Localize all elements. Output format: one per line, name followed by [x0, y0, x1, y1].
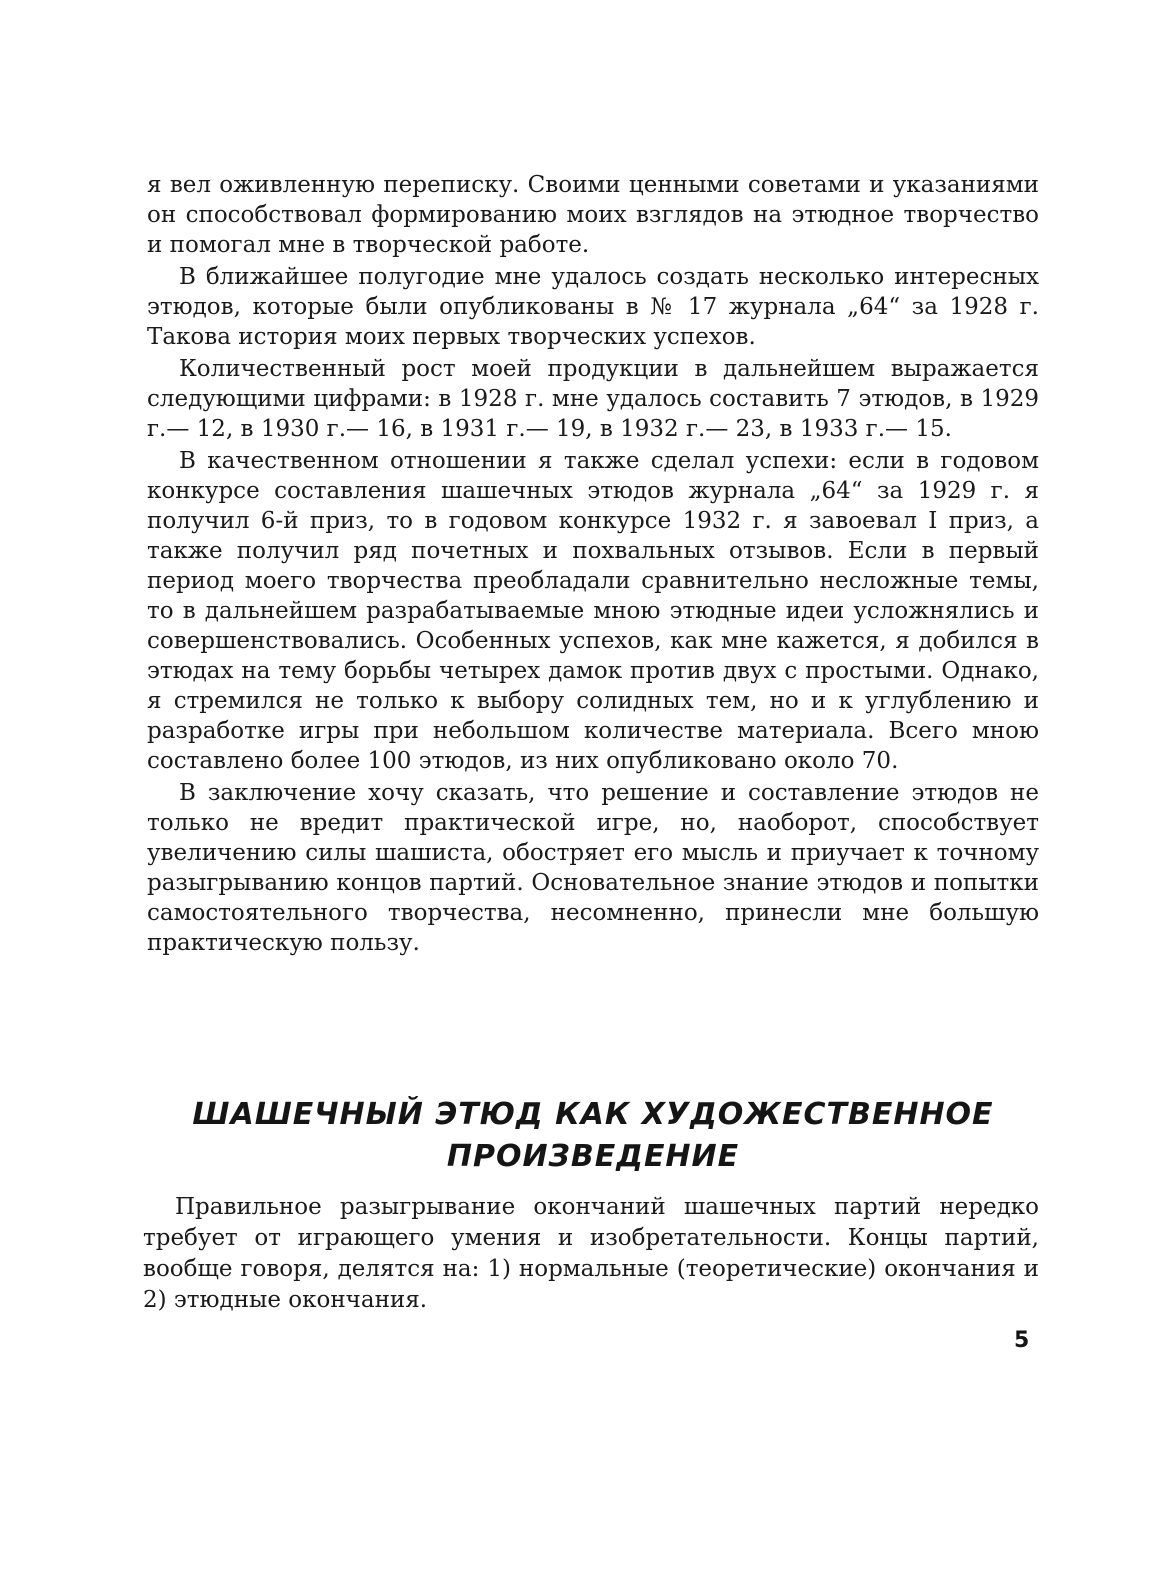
paragraph-3: Количественный рост моей продукции в дальнейшем выражается следующими цифрами: в 1928 г. мне удалось составить 7 этюдов, в 1929 г.— 12, в 1930 г.— 16, в 1931 г.— 19, в 1932 г.— 23, в 1933 г.— 15.	[147, 356, 1039, 442]
section-heading-line-2: ПРОИЗВЕДЕНИЕ	[446, 1139, 740, 1174]
paragraph-1: я вел оживленную переписку. Своими ценными советами и указаниями он способствовал формированию моих взглядов на этюдное творчество и помогал мне в творческой работе.	[147, 172, 1039, 258]
paragraph-5: В заключение хочу сказать, что решение и составление этюдов не только не вредит практической игре, но, наоборот, способствует увеличению силы шашиста, обостряет его мысль и приучает к точному разыгрыванию концов партий. Основательное знание этюдов и попытки самостоятельного творчества, несомненно, принесли мне большую практическую пользу.	[147, 780, 1039, 956]
paragraph-4: В качественном отношении я также сделал успехи: если в годовом конкурсе составления шашечных этюдов журнала „64“ за 1929 г. я получил 6-й приз, то в годовом конкурсе 1932 г. я завоевал I приз, а также получил ряд почетных и похвальных отзывов. Если в первый период моего творчества преобладали сравнительно несложные темы, то в дальнейшем разрабатываемые мною этюдные идеи усложнялись и совершенствовались. Особенных успехов, как мне кажется, я добился в этюдах на тему борьбы четырех дамок против двух с простыми. Однако, я стремился не только к выбору солидных тем, но и к углублению и разработке игры при небольшом количестве материала. Всего мною составлено более 100 этюдов, из них опубликовано около 70.	[147, 448, 1039, 774]
section-text-block	[143, 1192, 1039, 1316]
page-number: 5	[1014, 1328, 1030, 1353]
section-heading-line-1: ШАШЕЧНЫЙ ЭТЮД КАК ХУДОЖЕСТВЕННОЕ	[192, 1097, 994, 1132]
paragraph-2: В ближайшее полугодие мне удалось создать несколько интересных этюдов, которые были опубликованы в № 17 журнала „64“ за 1928 г. Такова история моих первых творческих успехов.	[147, 264, 1039, 350]
section-heading	[147, 1094, 1039, 1178]
main-text-block	[147, 170, 1039, 958]
section-paragraph: Правильное разыгрывание окончаний шашечных партий нередко требует от играющего умения и изобретательности. Концы партий, вообще говоря, делятся на: 1) нормальные (теоретические) окончания и 2) этюдные окончания.	[143, 1194, 1039, 1313]
